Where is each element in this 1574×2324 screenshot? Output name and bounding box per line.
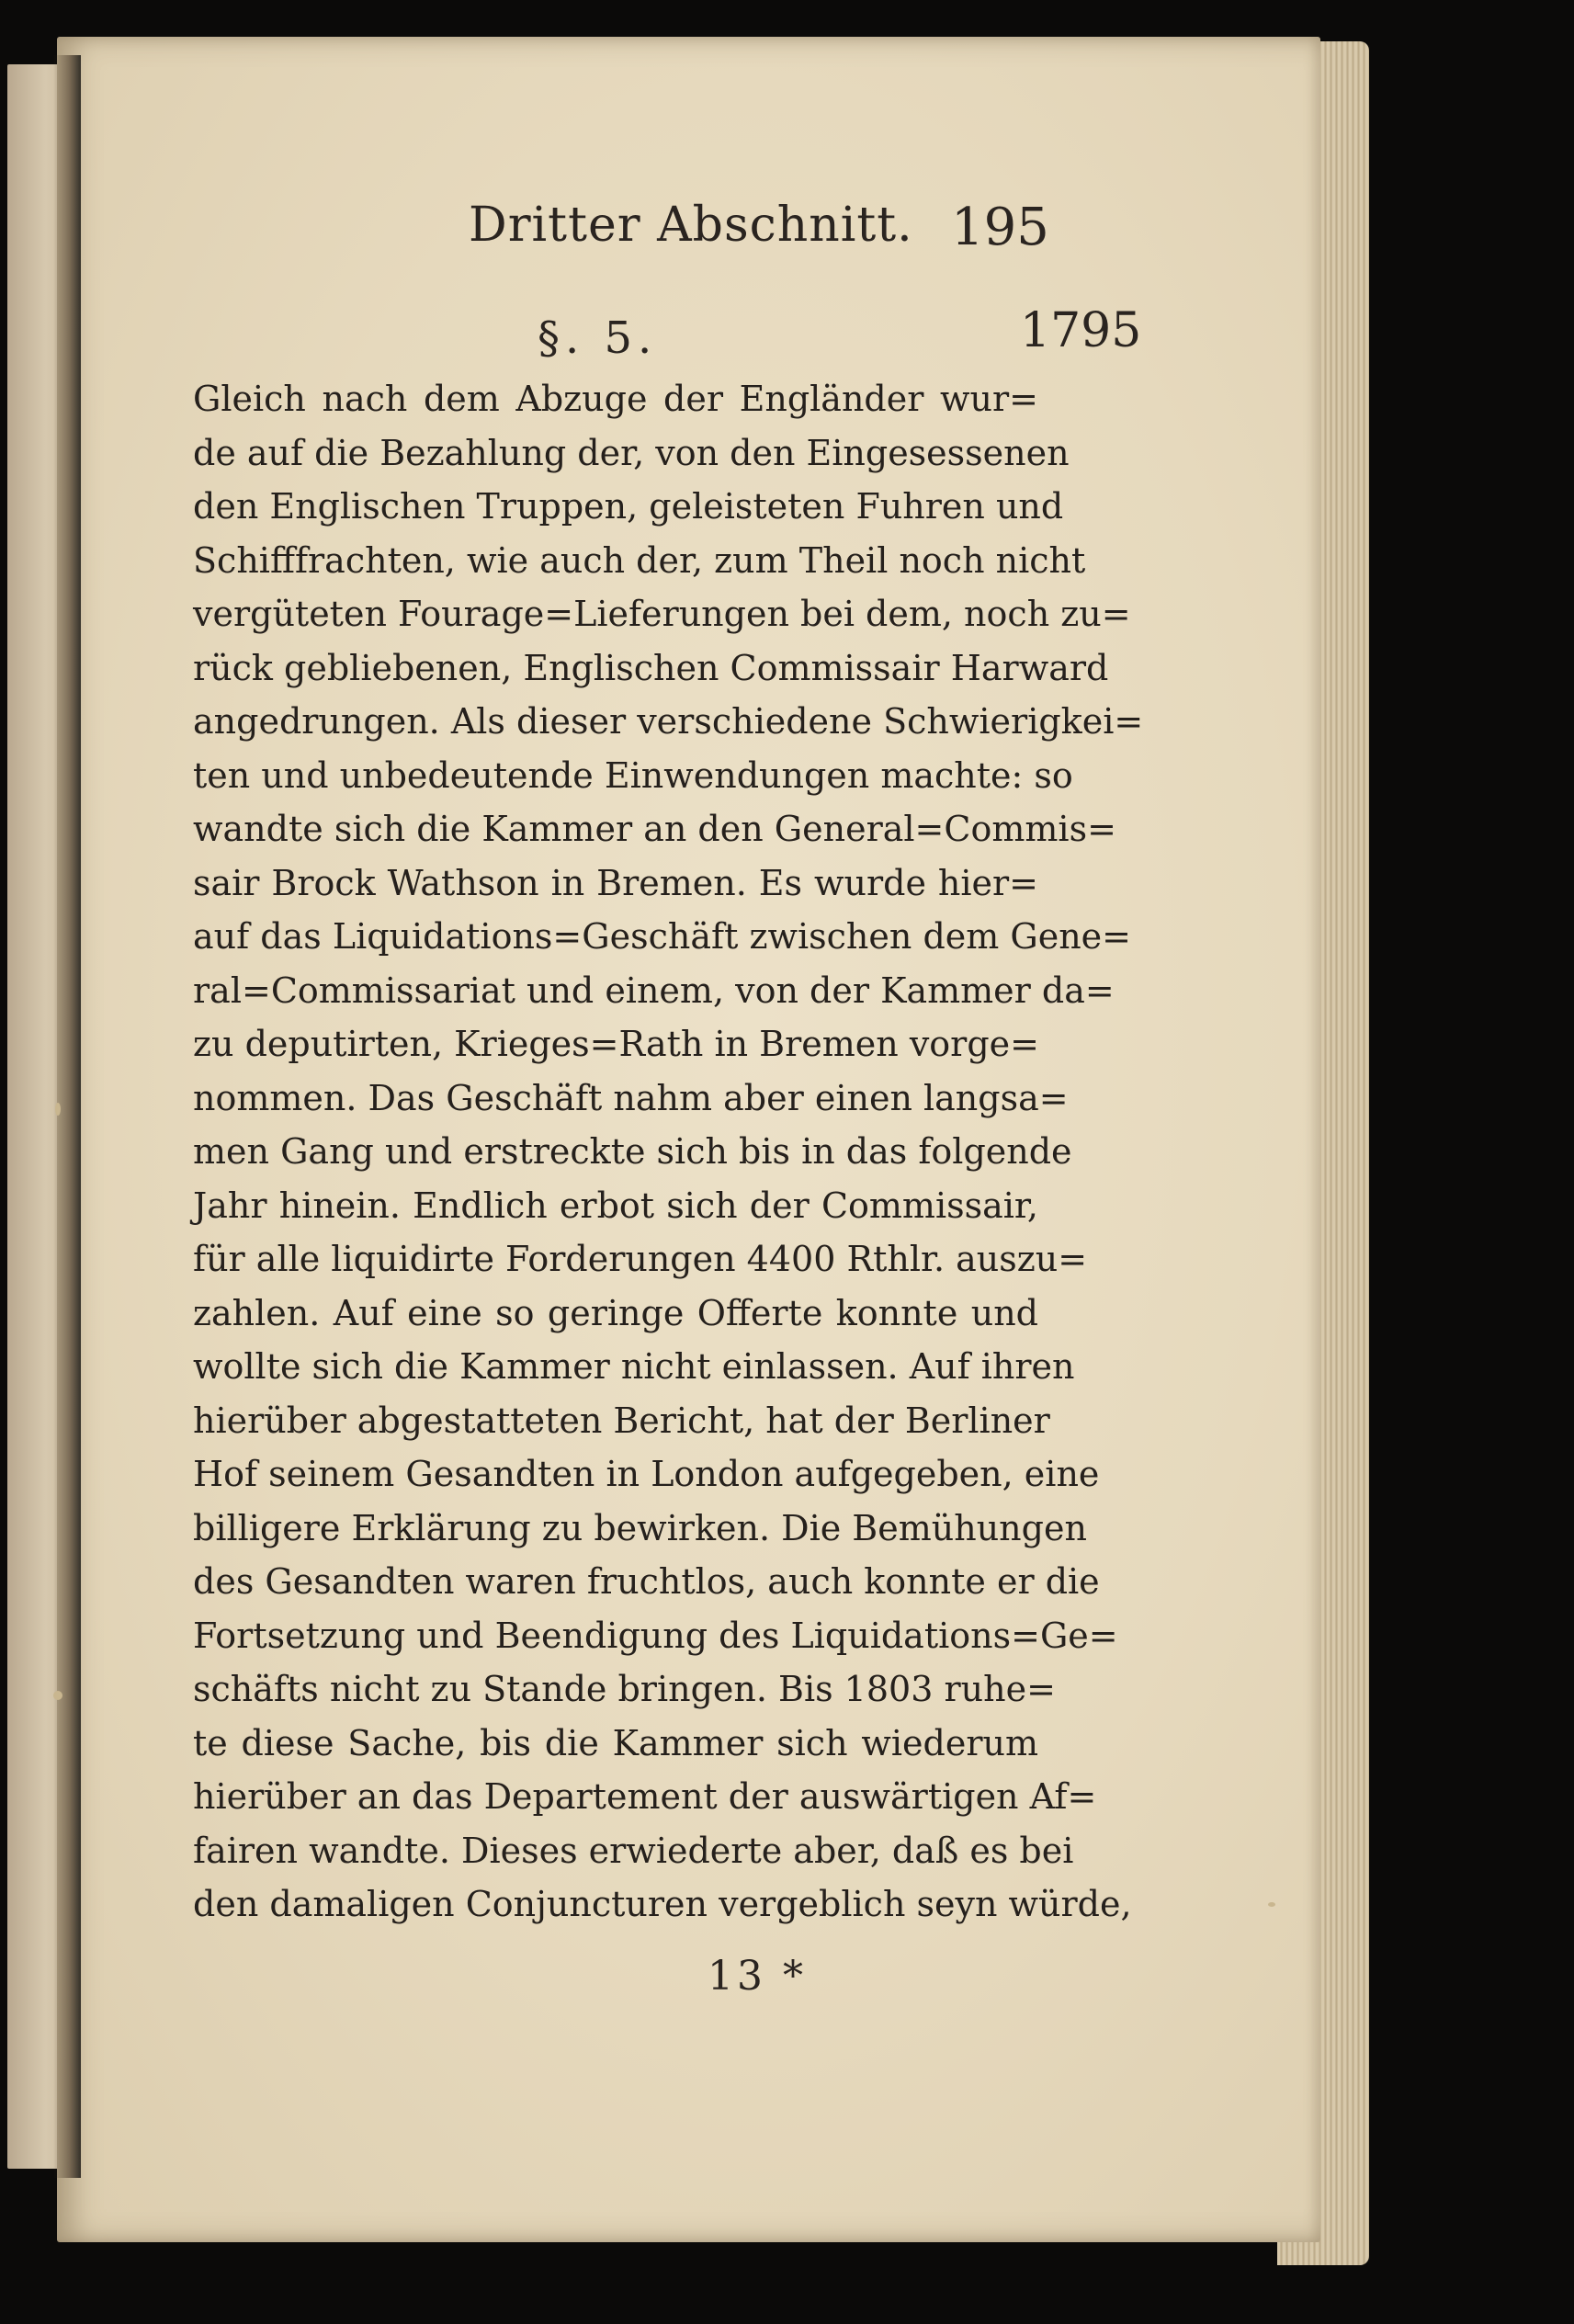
- paper-speck: [1268, 1902, 1275, 1907]
- text-line: schäfts nicht zu Stande bringen. Bis 1803 ruhe=: [193, 1669, 1056, 1709]
- text-line: des Gesandten waren fruchtlos, auch konnte er die: [193, 1561, 1100, 1602]
- text-line: für alle liquidirte Forderungen 4400 Rthlr. auszu=: [193, 1239, 1088, 1279]
- text-line: nommen. Das Geschäft nahm aber einen langsa=: [193, 1077, 1069, 1118]
- text-line: wollte sich die Kammer nicht einlassen. Auf ihren: [193, 1346, 1075, 1387]
- text-line: Hof seinem Gesandten in London aufgegeben, eine: [193, 1454, 1100, 1494]
- text-line: ral=Commissariat und einem, von der Kammer da=: [193, 969, 1115, 1011]
- running-head: [404, 198, 1139, 271]
- text-line: rück gebliebenen, Englischen Commissair Harward: [193, 647, 1109, 688]
- text-line: zu deputirten, Krieges=Rath in Bremen vorge=: [193, 1024, 1039, 1064]
- text-line: den damaligen Conjuncturen vergeblich seyn würde,: [193, 1884, 1132, 1924]
- text-line: auf das Liquidations=Geschäft zwischen dem Gene=: [193, 916, 1132, 957]
- text-line: te diese Sache, bis die Kammer sich wiederum: [193, 1722, 1038, 1763]
- page-number: 195: [951, 198, 1049, 257]
- text-line: vergüteten Fourage=Lieferungen bei dem, noch zu=: [193, 594, 1131, 634]
- text-line: angedrungen. Als dieser verschiedene Schwierigkei=: [193, 701, 1144, 742]
- chapter-title: Dritter Abschnitt.: [469, 198, 913, 253]
- text-line: men Gang und erstreckte sich bis in das folgende: [193, 1131, 1072, 1172]
- text-line: sair Brock Wathson in Bremen. Es wurde hier=: [193, 862, 1038, 903]
- text-line: de auf die Bezahlung der, von den Eingesessenen: [193, 432, 1070, 473]
- text-line: Gleich nach dem Abzuge der Engländer wur=: [193, 379, 1038, 419]
- text-line: ten und unbedeutende Einwendungen machte: so: [193, 754, 1073, 796]
- text-line: den Englischen Truppen, geleisteten Fuhren und: [193, 486, 1064, 527]
- body-text: [193, 372, 1144, 1932]
- paper-speck: [55, 1103, 61, 1116]
- text-line: fairen wandte. Dieses erwiederte aber, daß es bei: [193, 1830, 1074, 1871]
- text-line: hierüber abgestatteten Bericht, hat der Berliner: [193, 1400, 1050, 1441]
- text-line: zahlen. Auf eine so geringe Offerte konnte und: [193, 1292, 1038, 1333]
- section-heading: §. 5.: [538, 312, 658, 364]
- signature-mark: 13 *: [708, 1953, 807, 2000]
- margin-year: 1795: [1020, 303, 1142, 358]
- paper-speck: [53, 1691, 62, 1700]
- text-line: wandte sich die Kammer an den General=Commis=: [193, 809, 1116, 849]
- text-line: Jahr hinein. Endlich erbot sich der Commissair,: [193, 1185, 1038, 1226]
- text-line: Fortsetzung und Beendigung des Liquidations=Ge=: [193, 1615, 1118, 1656]
- book-gutter: [53, 55, 81, 2178]
- text-line: billigere Erklärung zu bewirken. Die Bemühungen: [193, 1507, 1087, 1548]
- text-line: Schifffrachten, wie auch der, zum Theil noch nicht: [193, 539, 1086, 581]
- text-line: hierüber an das Departement der auswärtigen Af=: [193, 1776, 1097, 1817]
